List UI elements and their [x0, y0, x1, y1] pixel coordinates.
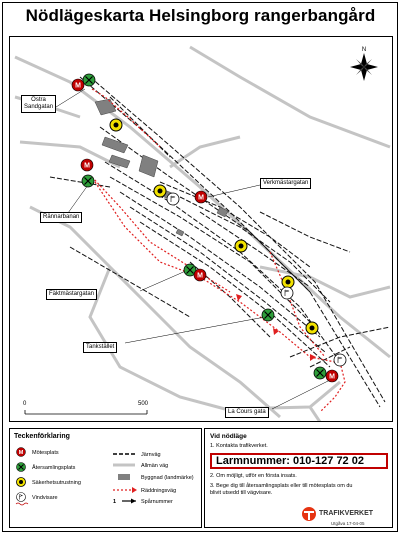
legend-item-wind: Vindvisare: [32, 495, 58, 501]
legend-item-track-number: Spårnummer: [141, 499, 173, 505]
safety-equipment-icon: [17, 478, 26, 487]
map-canvas: [10, 37, 393, 422]
rescue-route-arrow-icon: [132, 487, 137, 493]
scale-bar: [25, 410, 147, 414]
label-la-cours-gata: La Cours gata: [225, 407, 269, 418]
legend-item-railway: Järnväg: [141, 452, 161, 458]
assembly-point-icon[interactable]: [82, 175, 94, 187]
wind-indicator-icon[interactable]: [281, 287, 293, 299]
svg-text:M: M: [18, 450, 24, 456]
wind-wave-icon: [16, 503, 28, 505]
brand-name: TRAFIKVERKET: [319, 510, 374, 517]
public-roads: [15, 47, 390, 422]
scale-start: 0: [23, 401, 27, 407]
meeting-point-icon[interactable]: [195, 191, 207, 203]
wind-indicator-icon[interactable]: [334, 354, 346, 366]
map-area[interactable]: [9, 36, 393, 422]
safety-equipment-icon[interactable]: [282, 276, 294, 288]
svg-text:M: M: [75, 82, 81, 90]
legend-item-meeting: Mötesplats: [32, 450, 59, 456]
legend-item-safety: Säkerhetsutrustning: [32, 480, 81, 486]
assembly-point-icon[interactable]: [314, 367, 326, 379]
legend: [9, 428, 202, 528]
label-tankstallet: Tankstället: [83, 342, 117, 353]
meeting-point-icon: [17, 448, 26, 457]
safety-equipment-icon[interactable]: [154, 185, 166, 197]
label-ostra-sandgatan: Östra Sandgatan: [21, 95, 56, 113]
north-arrow-icon: [350, 53, 378, 81]
emergency-title: Vid nödläge: [210, 433, 247, 440]
meeting-point-icon[interactable]: [326, 370, 338, 382]
emergency-step-3a: 3. Bege dig till återsamlingsplats eller till mötesplats om du: [210, 483, 353, 489]
trafikverket-logo-icon: [300, 505, 318, 523]
scale-end: 500: [138, 401, 149, 407]
emergency-step-2: 2. Om möjligt, utför en första insats.: [210, 473, 297, 479]
assembly-point-icon: [17, 463, 26, 472]
emergency-phone[interactable]: Larmnummer: 010-127 72 02: [210, 453, 388, 469]
rescue-routes: [92, 89, 345, 412]
track-number-arrow-icon: [131, 499, 136, 504]
label-verkmastargatan: Verkmästargatan: [260, 178, 311, 189]
safety-equipment-icon[interactable]: [306, 322, 318, 334]
legend-item-building: Byggnad (landmärke): [141, 475, 194, 481]
emergency-step-1: 1. Kontakta trafikverket.: [210, 443, 268, 449]
legend-item-rescue-route: Räddningsväg: [141, 488, 177, 494]
wind-indicator-icon[interactable]: [167, 193, 179, 205]
safety-equipment-icon[interactable]: [110, 119, 122, 131]
building-icon: [118, 474, 130, 480]
svg-text:M: M: [198, 194, 204, 202]
svg-text:M: M: [84, 162, 90, 170]
meeting-point-icon[interactable]: [194, 269, 206, 281]
legend-item-assembly: Återsamlingsplats: [32, 465, 76, 471]
svg-text:M: M: [197, 272, 203, 280]
page-title: Nödlägeskarta Helsingborg rangerbangård: [25, 6, 376, 25]
assembly-point-icon[interactable]: [262, 309, 274, 321]
meeting-point-icon[interactable]: [81, 159, 93, 171]
edition-date: Utgåva 17-04-05: [331, 521, 365, 526]
label-rannarbanan: Rännarbanan: [40, 212, 82, 223]
safety-equipment-icon[interactable]: [235, 240, 247, 252]
safety-equipment-points: [110, 119, 318, 334]
emergency-step-3b: blivit utsedd till vägvisare.: [210, 490, 273, 496]
legend-title: Teckenförklaring: [14, 433, 70, 440]
north-label: N: [361, 47, 367, 53]
meeting-point-icon[interactable]: [72, 79, 84, 91]
label-leaders: [56, 89, 328, 409]
legend-track-number-sample: 1: [113, 499, 117, 505]
wind-indicator-icon: [17, 493, 26, 502]
label-faktmastargatan: Fäktmästargatan: [46, 289, 97, 300]
assembly-point-icon[interactable]: [83, 74, 95, 86]
svg-text:M: M: [329, 373, 335, 381]
legend-item-road: Allmän väg: [141, 463, 169, 469]
